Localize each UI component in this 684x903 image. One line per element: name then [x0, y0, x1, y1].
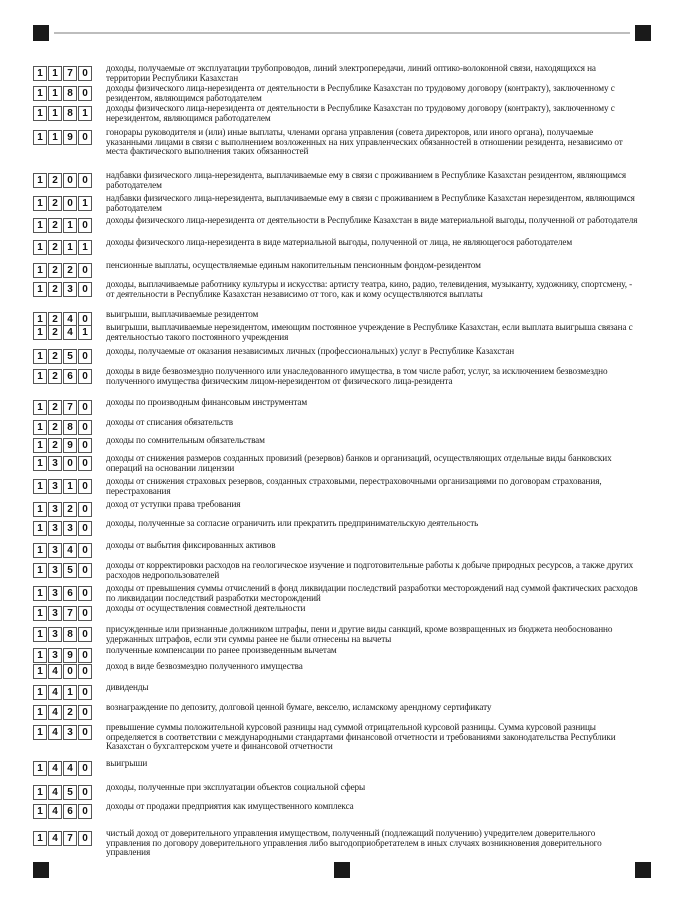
- code-digit-cell: 0: [78, 785, 92, 800]
- code-digit-cell: 0: [78, 627, 92, 642]
- income-description: доходы по производным финансовым инструментам: [106, 397, 308, 407]
- code-digit-cell: 1: [33, 66, 47, 81]
- code-digit-cell: 1: [33, 831, 47, 846]
- code-digit-cell: 3: [48, 606, 62, 621]
- income-description: доходы от осуществления совместной деятельности: [106, 603, 306, 613]
- income-code: [33, 263, 93, 278]
- income-description: превышение суммы положительной курсовой разницы над суммой отрицательной курсовой разницы. Сумма курсовой разницы определяется в соответствии с международными стандартами финансовой отчетности и требованиями законодательства Республики Казахстан о бухгалтерском учете и финансовой отчетности: [106, 722, 616, 751]
- code-digit-cell: 4: [48, 664, 62, 679]
- code-digit-cell: 5: [63, 785, 77, 800]
- income-code: [33, 685, 93, 700]
- income-description: доходы по сомнительным обязательствам: [106, 435, 265, 445]
- code-digit-cell: 0: [78, 479, 92, 494]
- income-code: [33, 400, 93, 415]
- income-description: выигрыши: [106, 758, 148, 768]
- code-digit-cell: 1: [33, 400, 47, 415]
- code-digit-cell: 0: [78, 369, 92, 384]
- income-description: доходы от выбытия фиксированных активов: [106, 540, 276, 550]
- income-description: вознаграждение по депозиту, долговой ценной бумаге, векселю, исламскому арендному сертификату: [106, 702, 492, 712]
- income-code: [33, 664, 93, 679]
- code-digit-cell: 9: [63, 130, 77, 145]
- code-digit-cell: 1: [78, 106, 92, 121]
- income-code: [33, 282, 93, 297]
- income-code: [33, 725, 93, 740]
- income-description: надбавки физического лица-нерезидента, выплачиваемые ему в связи с проживанием в Республике Казахстан нерезидентом, являющимся работодателем: [106, 193, 635, 213]
- code-digit-cell: 4: [63, 543, 77, 558]
- code-digit-cell: 1: [33, 606, 47, 621]
- income-code: [33, 218, 93, 233]
- income-code: [33, 804, 93, 819]
- income-description: доходы от списания обязательств: [106, 417, 234, 427]
- code-digit-cell: 2: [48, 325, 62, 340]
- code-digit-cell: 0: [78, 543, 92, 558]
- income-description: выигрыши, выплачиваемые нерезидентом, имеющим постоянное учреждение в Республике Казахстан, если выплата выигрыша связана с деятельностью такого постоянного учреждения: [106, 322, 633, 342]
- code-digit-cell: 0: [78, 130, 92, 145]
- code-digit-cell: 3: [48, 543, 62, 558]
- code-digit-cell: 4: [48, 685, 62, 700]
- code-digit-cell: 4: [48, 725, 62, 740]
- code-digit-cell: 5: [63, 563, 77, 578]
- income-description: доходы от корректировки расходов на геологическое изучение и подготовительные работы к добыче природных ресурсов, а также других расходов недропользователей: [106, 560, 634, 580]
- code-digit-cell: 1: [33, 349, 47, 364]
- code-digit-cell: 9: [63, 648, 77, 663]
- code-digit-cell: 0: [78, 312, 92, 327]
- income-description: гонорары руководителя и (или) иные выплаты, членами органа управления (совета директоров, или иного органа), получаемые указанными лицами в связи с выполнением возложенных на них управленческих обязанностей в отношении резидента, независимо от места фактического выполнения таких обязанностей: [106, 127, 623, 156]
- code-digit-cell: 1: [33, 420, 47, 435]
- code-digit-cell: 4: [63, 325, 77, 340]
- code-digit-cell: 2: [48, 438, 62, 453]
- income-description: доходы от снижения страховых резервов, созданных страховыми, перестраховочными организациями по договорам страхования, перестрахования: [106, 476, 602, 496]
- income-code: [33, 420, 93, 435]
- code-digit-cell: 0: [78, 761, 92, 776]
- income-description: доходы, получаемые от эксплуатации трубопроводов, линий электропередачи, линий оптико-волоконной связи, находящихся на территории Республики Казахстан: [106, 63, 596, 83]
- code-digit-cell: 0: [63, 196, 77, 211]
- income-description: доходы, получаемые от оказания независимых личных (профессиональных) услуг в Республике Казахстан: [106, 346, 515, 356]
- income-code: [33, 761, 93, 776]
- code-digit-cell: 1: [48, 130, 62, 145]
- code-digit-cell: 1: [33, 521, 47, 536]
- code-digit-cell: 1: [33, 543, 47, 558]
- code-digit-cell: 0: [63, 456, 77, 471]
- code-digit-cell: 2: [48, 196, 62, 211]
- code-digit-cell: 1: [48, 66, 62, 81]
- code-digit-cell: 1: [33, 502, 47, 517]
- income-code: [33, 627, 93, 642]
- code-digit-cell: 1: [33, 312, 47, 327]
- code-digit-cell: 0: [78, 456, 92, 471]
- code-digit-cell: 1: [33, 785, 47, 800]
- income-code: [33, 456, 93, 471]
- code-digit-cell: 1: [33, 325, 47, 340]
- code-digit-cell: 4: [63, 312, 77, 327]
- code-digit-cell: 1: [48, 106, 62, 121]
- code-digit-cell: 0: [63, 173, 77, 188]
- code-digit-cell: 3: [48, 479, 62, 494]
- code-digit-cell: 1: [63, 240, 77, 255]
- code-digit-cell: 7: [63, 66, 77, 81]
- code-digit-cell: 3: [48, 648, 62, 663]
- income-description: доходы, выплачиваемые работнику культуры и искусства: артисту театра, кино, радио, телевидения, музыканту, художнику, спортсмену, - от деятельности в Республике Казахстан независимо от того, как и кому осуществляются выплаты: [106, 279, 633, 299]
- code-digit-cell: 1: [78, 196, 92, 211]
- code-digit-cell: 4: [63, 761, 77, 776]
- income-code: [33, 586, 93, 601]
- income-description: выигрыши, выплачиваемые резидентом: [106, 309, 259, 319]
- code-digit-cell: 0: [78, 86, 92, 101]
- code-digit-cell: 2: [48, 420, 62, 435]
- code-digit-cell: 1: [78, 240, 92, 255]
- code-digit-cell: 1: [33, 218, 47, 233]
- income-code: [33, 785, 93, 800]
- code-digit-cell: 3: [48, 502, 62, 517]
- income-description: надбавки физического лица-нерезидента, выплачиваемые ему в связи с проживанием в Республике Казахстан резидентом, являющимся работодателем: [106, 170, 626, 190]
- code-digit-cell: 2: [63, 502, 77, 517]
- code-digit-cell: 3: [63, 521, 77, 536]
- code-digit-cell: 0: [78, 263, 92, 278]
- code-digit-cell: 1: [33, 479, 47, 494]
- code-digit-cell: 1: [33, 456, 47, 471]
- code-digit-cell: 7: [63, 606, 77, 621]
- code-digit-cell: 0: [78, 349, 92, 364]
- income-description: доходы, полученные при эксплуатации объектов социальной сферы: [106, 782, 366, 792]
- income-description: полученные компенсации по ранее произведенным вычетам: [106, 645, 337, 655]
- code-digit-cell: 1: [33, 106, 47, 121]
- income-description: доходы, полученные за согласие ограничить или прекратить предпринимательскую деятельность: [106, 518, 479, 528]
- code-digit-cell: 3: [63, 725, 77, 740]
- code-digit-cell: 6: [63, 586, 77, 601]
- income-code: [33, 563, 93, 578]
- income-code: [33, 240, 93, 255]
- code-digit-cell: 1: [33, 685, 47, 700]
- code-digit-cell: 0: [78, 664, 92, 679]
- code-digit-cell: 1: [33, 130, 47, 145]
- code-digit-cell: 0: [78, 586, 92, 601]
- code-digit-cell: 1: [33, 438, 47, 453]
- code-digit-cell: 3: [63, 282, 77, 297]
- code-digit-cell: 1: [33, 761, 47, 776]
- income-description: доходы физического лица-нерезидента от деятельности в Республике Казахстан в виде материальной выгоды, полученной от работодателя: [106, 215, 638, 225]
- code-digit-cell: 3: [48, 456, 62, 471]
- income-description: доходы физического лица-нерезидента от деятельности в Республике Казахстан по трудовому договору (контракту), заключенному с резидентом, являющимся работодателем: [106, 83, 615, 103]
- code-digit-cell: 0: [78, 804, 92, 819]
- income-code: [33, 325, 93, 340]
- income-description: доходы от продажи предприятия как имущественного комплекса: [106, 801, 354, 811]
- code-digit-cell: 7: [63, 400, 77, 415]
- code-digit-cell: 0: [78, 502, 92, 517]
- income-code: [33, 479, 93, 494]
- income-description: чистый доход от доверительного управления имуществом, полученный (подлежащий получению) учредителем доверительного управления по договору доверительного управления либо выгодоприобретателем в иных случаях возникновения доверительного управления: [106, 828, 602, 857]
- code-digit-cell: 2: [48, 369, 62, 384]
- code-digit-cell: 8: [63, 86, 77, 101]
- code-digit-cell: 3: [48, 586, 62, 601]
- code-digit-cell: 1: [33, 196, 47, 211]
- code-digit-cell: 3: [48, 563, 62, 578]
- code-digit-cell: 1: [33, 369, 47, 384]
- income-code: [33, 86, 93, 101]
- income-code: [33, 173, 93, 188]
- code-digit-cell: 1: [33, 804, 47, 819]
- code-digit-cell: 6: [63, 369, 77, 384]
- code-digit-cell: 0: [78, 420, 92, 435]
- code-digit-cell: 1: [63, 479, 77, 494]
- income-code: [33, 543, 93, 558]
- income-code: [33, 502, 93, 517]
- code-digit-cell: 8: [63, 627, 77, 642]
- code-digit-cell: 3: [48, 627, 62, 642]
- code-digit-cell: 0: [78, 173, 92, 188]
- code-digit-cell: 2: [48, 312, 62, 327]
- code-digit-cell: 1: [33, 563, 47, 578]
- code-digit-cell: 0: [78, 400, 92, 415]
- code-digit-cell: 4: [48, 761, 62, 776]
- income-code: [33, 438, 93, 453]
- code-digit-cell: 1: [63, 218, 77, 233]
- income-description: присужденные или признанные должником штрафы, пени и другие виды санкций, кроме возвращенных из бюджета необоснованно удержанных штрафов, если эти суммы ранее не были отнесены на вычеты: [106, 624, 613, 644]
- code-digit-cell: 2: [48, 218, 62, 233]
- income-description: доходы в виде безвозмездно полученного или унаследованного имущества, в том числе работ, услуг, за исключением безвозмездно полученного имущества физическим лицом-нерезидентом от физического лица-резидента: [106, 366, 608, 386]
- code-digit-cell: 2: [48, 263, 62, 278]
- code-digit-cell: 7: [63, 831, 77, 846]
- code-digit-cell: 4: [48, 804, 62, 819]
- income-code: [33, 521, 93, 536]
- income-description: доход в виде безвозмездно полученного имущества: [106, 661, 303, 671]
- income-description: дивиденды: [106, 682, 149, 692]
- income-description: пенсионные выплаты, осуществляемые единым накопительным пенсионным фондом-резидентом: [106, 260, 481, 270]
- income-code: [33, 130, 93, 145]
- code-digit-cell: 0: [78, 685, 92, 700]
- income-code: [33, 705, 93, 720]
- code-digit-cell: 0: [78, 563, 92, 578]
- code-digit-cell: 0: [78, 648, 92, 663]
- income-code: [33, 196, 93, 211]
- code-digit-cell: 1: [33, 705, 47, 720]
- code-digit-cell: 1: [33, 173, 47, 188]
- code-digit-cell: 1: [33, 586, 47, 601]
- code-digit-cell: 0: [63, 664, 77, 679]
- code-digit-cell: 1: [33, 263, 47, 278]
- income-description: доходы от снижения размеров созданных провизий (резервов) банков и организаций, осуществляющих отдельные виды банковских операций на основании лицензии: [106, 453, 612, 473]
- code-digit-cell: 1: [33, 725, 47, 740]
- income-code: [33, 648, 93, 663]
- code-digit-cell: 1: [78, 325, 92, 340]
- code-digit-cell: 9: [63, 438, 77, 453]
- code-digit-cell: 0: [78, 66, 92, 81]
- income-description: доходы от превышения суммы отчислений в фонд ликвидации последствий разработки месторождений над суммой фактических расходов по ликвидации последствий разработки месторождений: [106, 583, 638, 603]
- code-digit-cell: 2: [48, 173, 62, 188]
- income-description: доходы физического лица-нерезидента от деятельности в Республике Казахстан по трудовому договору (контракту), заключенному с нерезидентом, являющимся работодателем: [106, 103, 615, 123]
- income-code: [33, 831, 93, 846]
- code-digit-cell: 6: [63, 804, 77, 819]
- code-digit-cell: 1: [33, 648, 47, 663]
- code-digit-cell: 8: [63, 420, 77, 435]
- code-digit-cell: 0: [78, 725, 92, 740]
- income-description: доход от уступки права требования: [106, 499, 241, 509]
- code-digit-cell: 1: [33, 240, 47, 255]
- code-digit-cell: 0: [78, 705, 92, 720]
- code-digit-cell: 0: [78, 438, 92, 453]
- income-description: доходы физического лица-нерезидента в виде материальной выгоды, полученной от лица, не являющегося работодателем: [106, 237, 573, 247]
- code-digit-cell: 4: [48, 831, 62, 846]
- code-digit-cell: 2: [63, 263, 77, 278]
- code-digit-cell: 0: [78, 521, 92, 536]
- code-digit-cell: 8: [63, 106, 77, 121]
- income-code: [33, 606, 93, 621]
- code-digit-cell: 2: [48, 282, 62, 297]
- income-code: [33, 106, 93, 121]
- code-digit-cell: 0: [78, 831, 92, 846]
- code-digit-cell: 0: [78, 606, 92, 621]
- code-digit-cell: 4: [48, 785, 62, 800]
- code-digit-cell: 4: [48, 705, 62, 720]
- code-digit-cell: 0: [78, 218, 92, 233]
- code-digit-cell: 2: [48, 349, 62, 364]
- code-digit-cell: 1: [33, 664, 47, 679]
- code-digit-cell: 1: [63, 685, 77, 700]
- code-digit-cell: 2: [48, 400, 62, 415]
- code-digit-cell: 1: [48, 86, 62, 101]
- code-digit-cell: 5: [63, 349, 77, 364]
- income-code: [33, 369, 93, 384]
- code-digit-cell: 1: [33, 627, 47, 642]
- code-digit-cell: 1: [33, 282, 47, 297]
- code-digit-cell: 3: [48, 521, 62, 536]
- income-code: [33, 349, 93, 364]
- code-digit-cell: 2: [63, 705, 77, 720]
- income-code: [33, 66, 93, 81]
- code-digit-cell: 1: [33, 86, 47, 101]
- code-digit-cell: 0: [78, 282, 92, 297]
- code-digit-cell: 2: [48, 240, 62, 255]
